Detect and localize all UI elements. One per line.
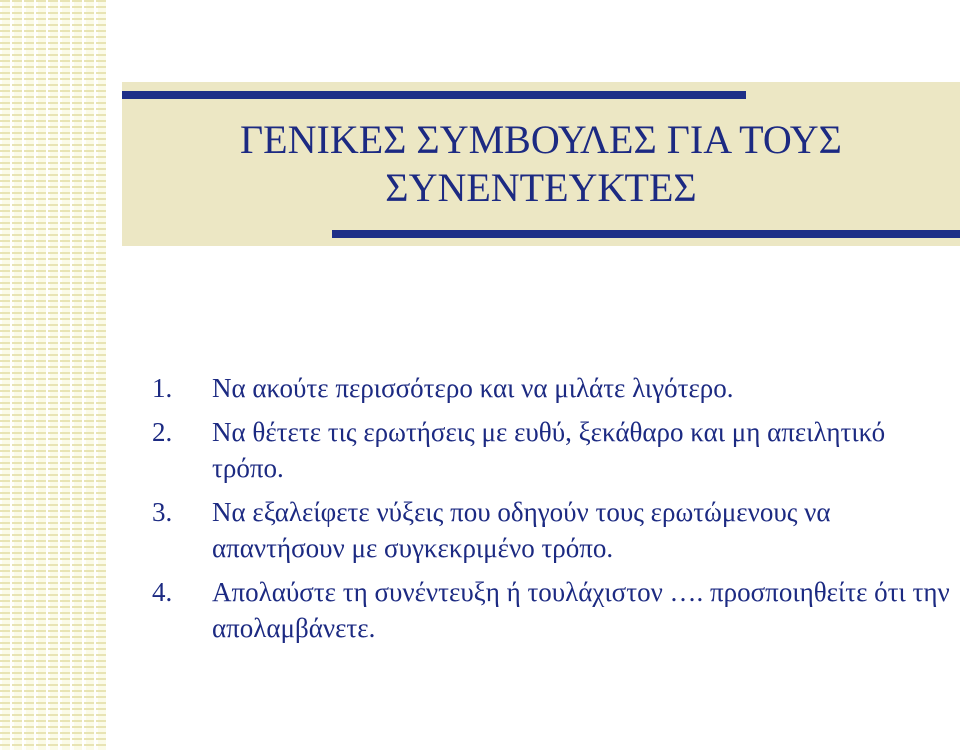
list-item-number: 4. [152,577,173,607]
list-item [152,574,952,646]
title-bar-top [122,91,746,99]
list-item [152,370,952,406]
list-item-text: Να εξαλείφετε νύξεις που οδηγούν τους ερωτώμενους να απαντήσουν με συγκεκριμένο τρόπο. [212,497,831,563]
list-item-number: 3. [152,497,173,527]
list-item-text: Να ακούτε περισσότερο και να μιλάτε λιγότερο. [212,373,734,403]
list-item-text: Να θέτετε τις ερωτήσεις με ευθύ, ξεκάθαρο και μη απειλητικό τρόπο. [212,417,886,483]
advice-list [152,370,952,654]
list-item-number: 1. [152,373,173,403]
list-item-text: Απολαύστε τη συνέντευξη ή τουλάχιστον …. προσποιηθείτε ότι την απολαμβάνετε. [212,577,950,643]
title-bar-bottom [332,230,960,238]
decorative-side-stripes [0,0,108,750]
slide-title: ΓΕΝΙΚΕΣ ΣΥΜΒΟΥΛΕΣ ΓΙΑ ΤΟΥΣ ΣΥΝΕΝΤΕΥΚΤΕΣ [240,117,842,210]
list-item [152,414,952,486]
list-item [152,494,952,566]
list-item-number: 2. [152,417,173,447]
